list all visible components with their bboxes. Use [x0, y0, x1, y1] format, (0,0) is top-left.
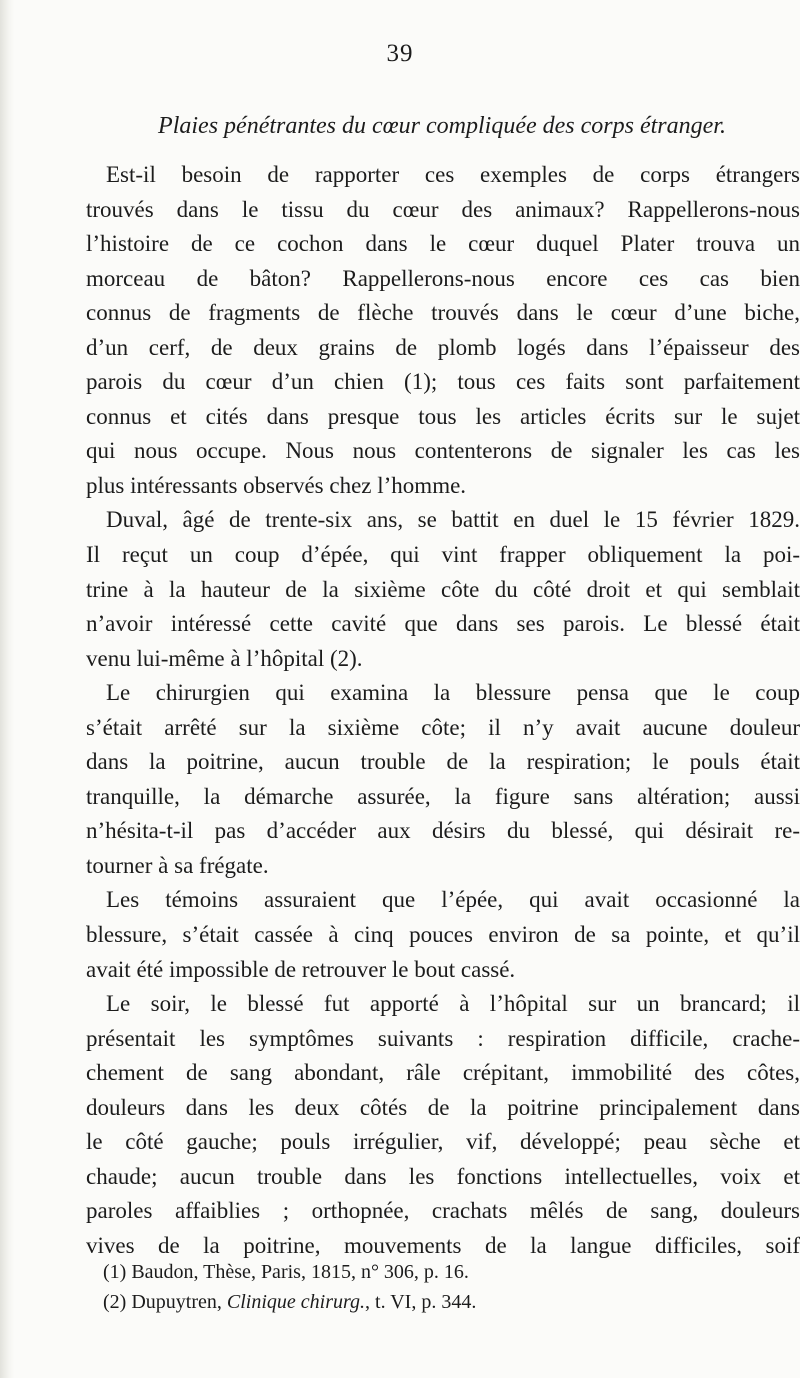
- text-line: blessure, s’était cassée à cinq pouces environ de sa pointe, et qu’il: [86, 922, 800, 948]
- text-line: tranquille, la démarche assurée, la figure sans altération; aussi: [86, 783, 800, 809]
- text-line: qui nous occupe. Nous nous contenterons de signaler les cas les: [86, 438, 800, 464]
- footnote: [103, 1287, 723, 1317]
- text-line: plus intéressants observés chez l’homme.: [86, 472, 467, 498]
- text-line: tourner à sa frégate.: [86, 852, 269, 878]
- text-line: Le chirurgien qui examina la blessure pensa que le coup: [106, 680, 800, 706]
- text-line: dans la poitrine, aucun trouble de la respiration; le pouls était: [86, 749, 800, 775]
- footnote-text: , t. VI, p. 344.: [365, 1291, 477, 1313]
- text-line: Est-il besoin de rapporter ces exemples de corps étrangers: [106, 162, 800, 187]
- text-line: n’avoir intéressé cette cavité que dans ses parois. Le blessé était: [86, 611, 800, 637]
- text-line: Le soir, le blessé fut apporté à l’hôpital sur un brancard; il: [106, 991, 800, 1017]
- text-line: l’histoire de ce cochon dans le cœur duquel Plater trouva un: [86, 231, 800, 257]
- text-line: chement de sang abondant, râle crépitant, immobilité des côtes,: [86, 1060, 800, 1086]
- text-line: s’était arrêté sur la sixième côte; il n’y avait aucune douleur: [86, 714, 800, 740]
- text-line: avait été impossible de retrouver le bout cassé.: [86, 956, 516, 982]
- text-line: parois du cœur d’un chien (1); tous ces faits sont parfaitement: [86, 369, 800, 395]
- running-title: Plaies pénétrantes du cœur compliquée des corps étranger.: [158, 113, 726, 139]
- text-line: venu lui-même à l’hôpital (2).: [86, 645, 363, 671]
- text-line: connus et cités dans presque tous les articles écrits sur le sujet: [86, 403, 800, 429]
- footnote-marker: (1): [103, 1261, 127, 1283]
- text-line: connus de fragments de flèche trouvés dans le cœur d’une biche,: [86, 300, 800, 326]
- text-line: chaude; aucun trouble dans les fonctions intellectuelles, voix et: [86, 1163, 800, 1189]
- footnote-title: Clinique chirurg.: [226, 1291, 366, 1313]
- footnote-marker: (2): [103, 1291, 127, 1313]
- footnote: [103, 1257, 723, 1287]
- text-line: Duval, âgé de trente-six ans, se battit en duel le 15 février 1829.: [106, 507, 800, 533]
- text-line: d’un cerf, de deux grains de plomb logés dans l’épaisseur des: [86, 334, 800, 360]
- page-number: 39: [386, 40, 414, 67]
- text-line: Les témoins assuraient que l’épée, qui avait occasionné la: [106, 887, 800, 913]
- body-text: [86, 158, 800, 1264]
- text-line: n’hésita-t-il pas d’accéder aux désirs du blessé, qui désirait re-: [86, 818, 800, 844]
- binding-edge: [0, 0, 14, 1378]
- footnote-text: Baudon, Thèse, Paris, 1815, n° 306, p. 16.: [126, 1261, 469, 1283]
- text-line: présentait les symptômes suivants : respiration difficile, crache-: [86, 1025, 800, 1051]
- text-line: paroles affaiblies ; orthopnée, crachats mêlés de sang, douleurs: [86, 1198, 800, 1224]
- text-line: douleurs dans les deux côtés de la poitrine principalement dans: [86, 1094, 800, 1120]
- text-line: trine à la hauteur de la sixième côte du côté droit et qui semblait: [86, 576, 800, 602]
- text-line: trouvés dans le tissu du cœur des animaux? Rappellerons-nous: [86, 196, 800, 222]
- text-line: vives de la poitrine, mouvements de la langue difficiles, soif: [86, 1232, 800, 1258]
- text-line: le côté gauche; pouls irrégulier, vif, développé; peau sèche et: [86, 1129, 800, 1155]
- text-line: morceau de bâton? Rappellerons-nous encore ces cas bien: [86, 265, 800, 291]
- footnote-text: Dupuytren,: [126, 1291, 227, 1313]
- text-line: Il reçut un coup d’épée, qui vint frapper obliquement la poi-: [86, 542, 800, 568]
- footnotes: [103, 1257, 723, 1317]
